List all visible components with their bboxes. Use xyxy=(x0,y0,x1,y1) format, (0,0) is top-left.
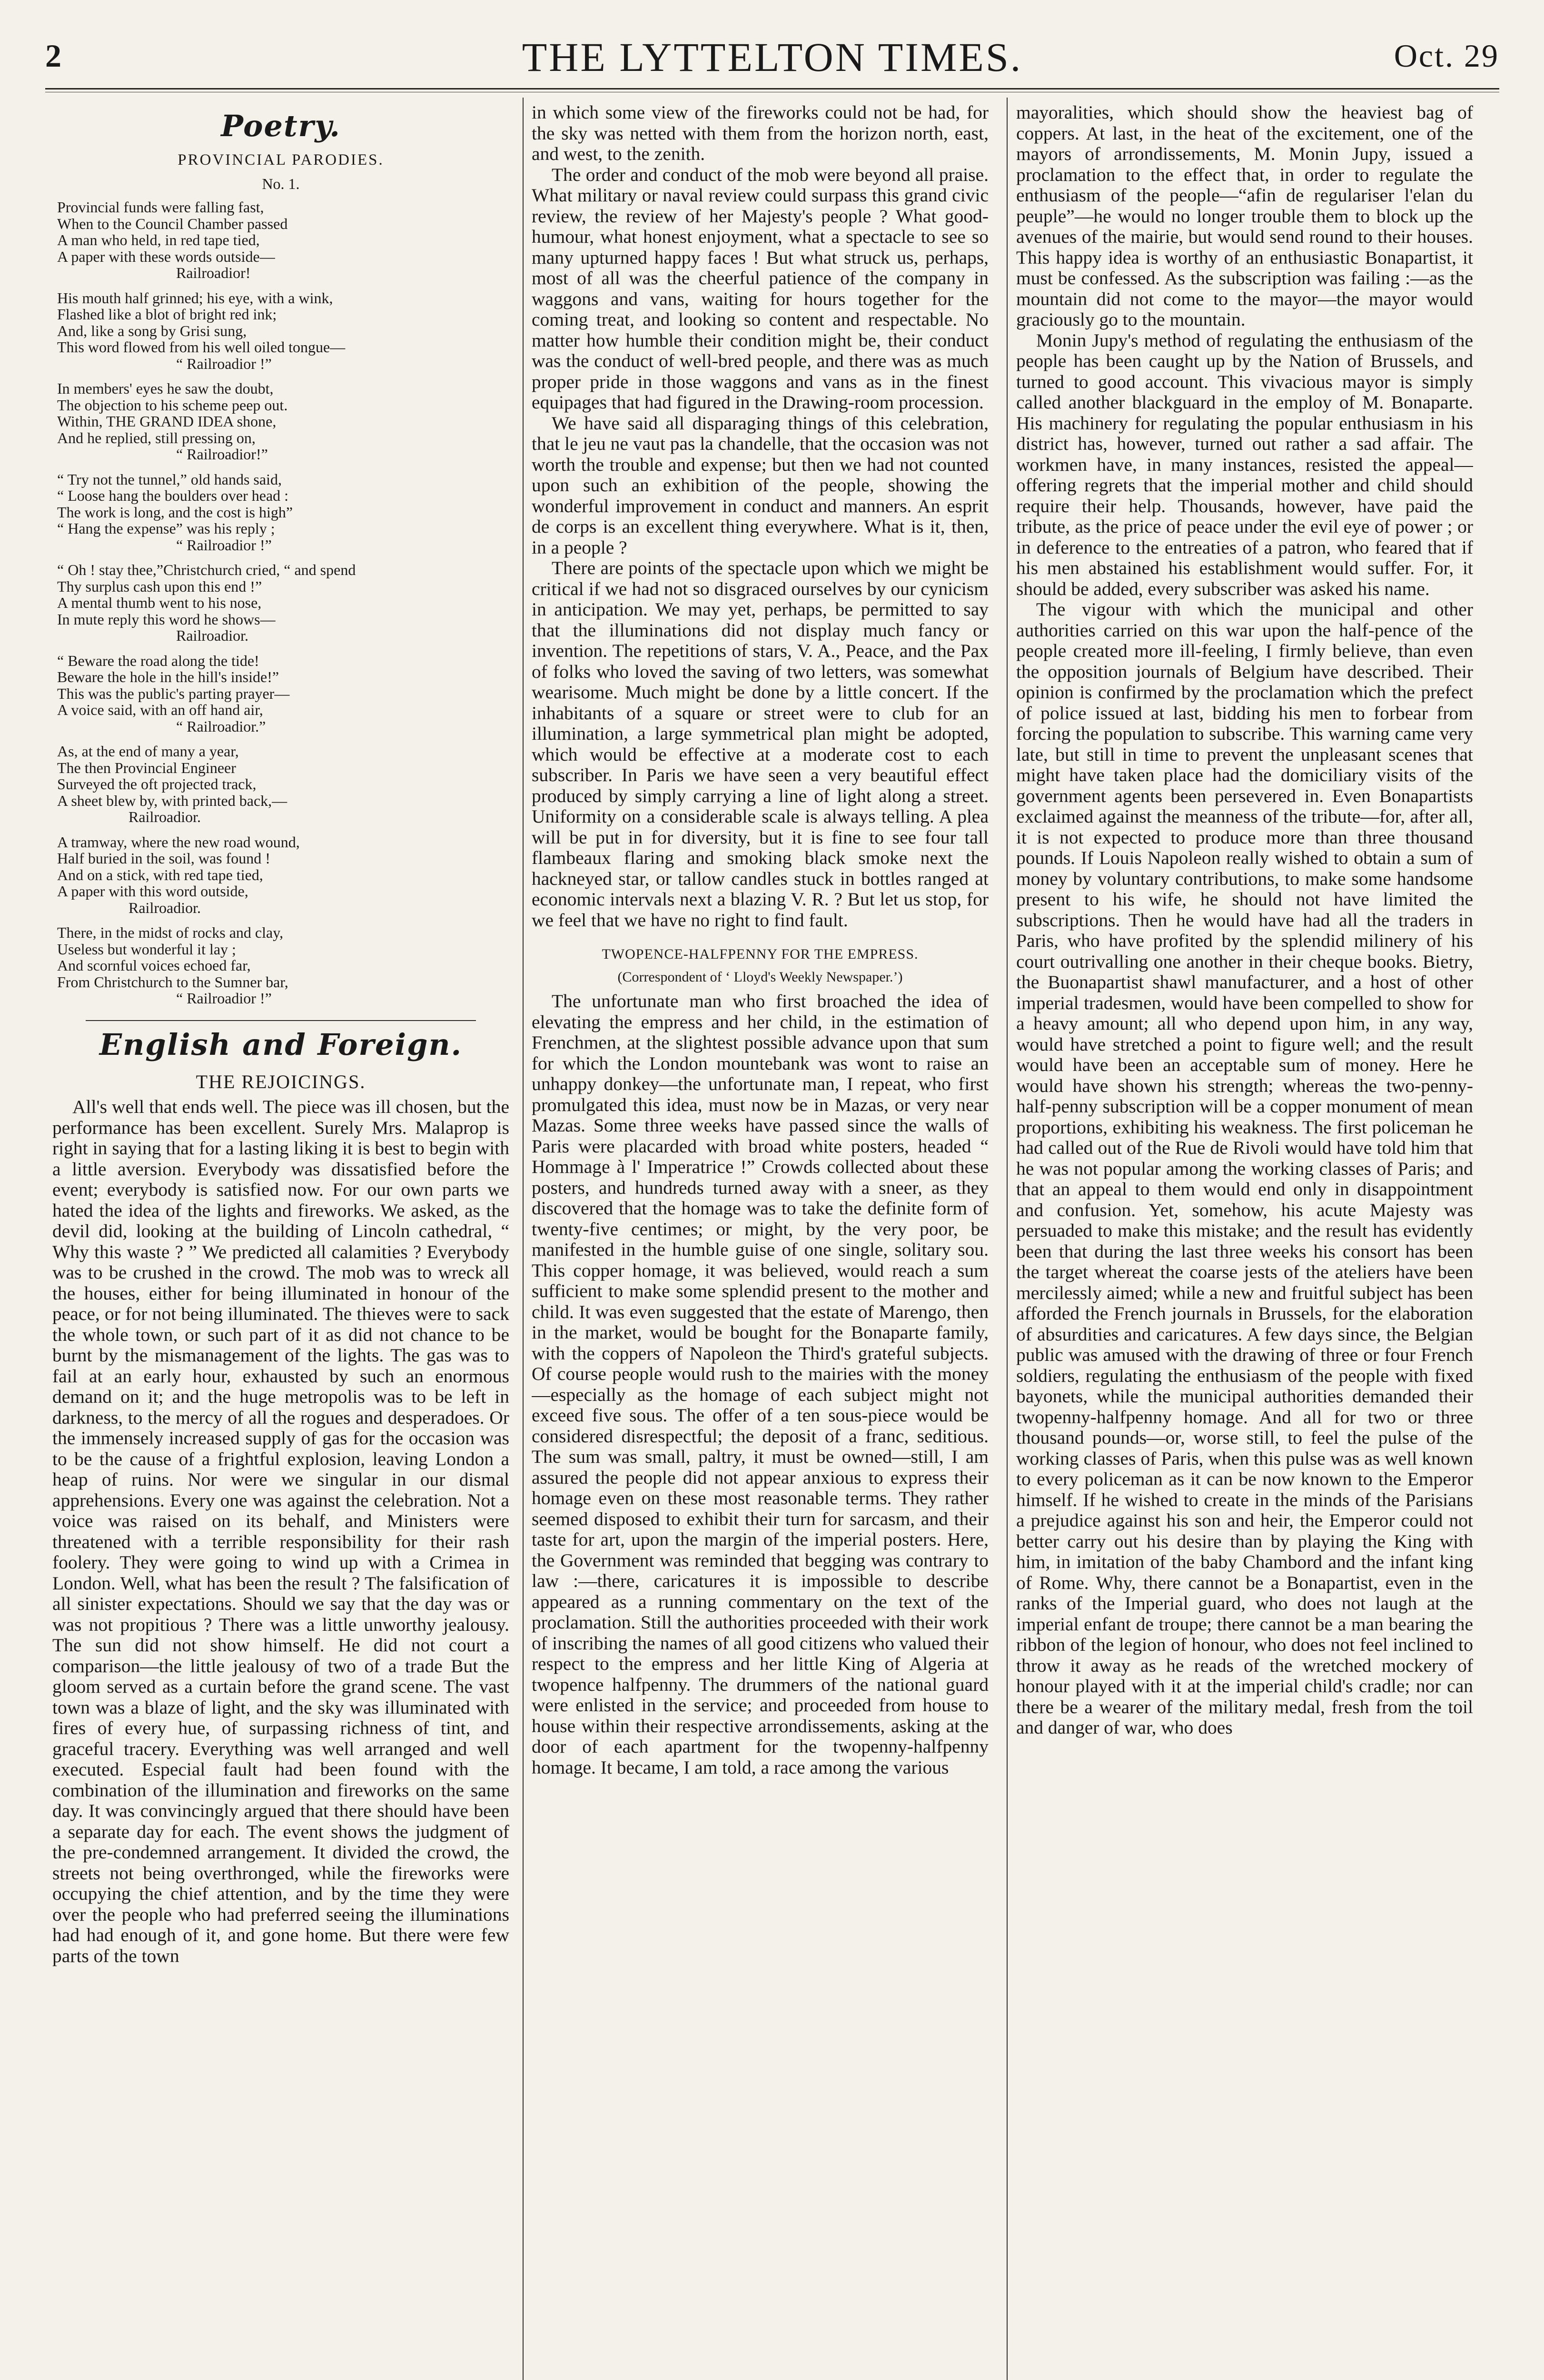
paragraph: The vigour with which the municipal and other authorities carried on this war upon the half-pence of the people created more ill-feeling, I firmly believe, than even the opposition journals of Belgium have described. Their opinion is confirmed by the proclamation which the prefect of police issued at last, bidding his men to forbear from forcing the population to subscribe. This warning came very late, but still in time to prevent the unpleasant scenes that might have taken place had the domiciliary visits of the government agents been persevered in. Even Bonapartists exclaimed against the meanness of the tribute—for, after all, it is not expected to produce more than three thousand pounds. If Louis Napoleon really wished to obtain a sum of money by voluntary contributions, to make some handsome present to his wife, he should not have limited the subscriptions. Then he would have had all the traders in Paris, who have profited by the splendid milinery of his court outrivalling one another in their cheque books. Bietry, the Buonapartist shawl manufacturer, and a host of other imperial tradesmen, would have been compelled to show for a heavy amount; all who depend upon him, in any way, would have stretched a point to figure well; and the result would have been an acceptable sum of money. Here he would have shown his strength; whereas the two-penny-half-penny subscription will be a copper monument of mean proportions, exhibiting his weakness. The first policeman he had called out of the Rue de Rivoli would have told him that he was not popular among the working classes of Paris; and that an appeal to them would end only in disappointment and confusion. Yet, somehow, his acute Majesty was persuaded to make this mistake; and the result has evidently been that during the last three weeks his consort has been the target whereat the coarse jests of the ateliers have been mercilessly aimed; while a new and fruitful subject has been afforded the French journals in Brussels, for the elaboration of absurdities and caricatures. A few days since, the Belgian public was amused with the drawing of three or four French soldiers, regulating the enthusiasm of the people with fixed bayonets, while the municipal authorities demanded their twopenny-halfpenny homage. And all for two or three thousand pounds—or, worse still, to feel the pulse of the working classes of Paris, when this pulse was as well known to every policeman as it can be now known to the Emperor himself. If he wished to create in the minds of the Parisians a prejudice against his son and heir, the Emperor could not better carry out his desire than by playing the King with him, in imitation of the baby Chambord and the infant king of Rome. Why, there cannot be a Bonapartist, even in the ranks of the Imperial guard, who does not laugh at the imperial enfant de troupe; there cannot be a man bearing the ribbon of the legion of honour, who does not feel inclined to throw it away as he reads of the wretched mockery of honour played with it at the imperial child's cradle; nor can there be a wearer of the military medal, fresh from the toil and danger of war, who does xyxy=(1016,599,1473,1738)
poem-line: “ Try not the tunnel,” old hands said, xyxy=(57,470,282,488)
poem-line: From Christchurch to the Sumner bar, xyxy=(57,973,288,991)
poem-line: Beware the hole in the hill's inside!” xyxy=(57,668,279,685)
poem-line: The work is long, and the cost is high” xyxy=(57,503,293,521)
poem-line: A man who held, in red tape tied, xyxy=(57,231,260,248)
poem-stanza xyxy=(57,380,509,463)
poem-line: A paper with these words outside— xyxy=(57,248,275,265)
article-body-twopence-cont xyxy=(1016,102,1473,1738)
article-credit: (Correspondent of ‘ Lloyd's Weekly Newspaper.’) xyxy=(617,969,903,985)
poem-line: Flashed like a blot of bright red ink; xyxy=(57,306,277,323)
poem-line: And, like a song by Grisi sung, xyxy=(57,322,247,339)
poem-line: Thy surplus cash upon this end !” xyxy=(57,577,262,595)
article-heading-twopence: TWOPENCE-HALFPENNY FOR THE EMPRESS. xyxy=(602,946,919,962)
poem-line: Provincial funds were falling fast, xyxy=(57,198,264,216)
poem-line: His mouth half grinned; his eye, with a wink, xyxy=(57,289,333,307)
poem-line: When to the Council Chamber passed xyxy=(57,215,288,232)
article-body-rejoicings-cont xyxy=(532,102,989,931)
poem-stanza xyxy=(57,290,509,372)
poem-line: In mute reply this word he shows— xyxy=(57,610,276,628)
page-number: 2 xyxy=(45,38,61,74)
poem-line: A paper with this word outside, xyxy=(57,883,248,900)
poem-line: Railroadior! xyxy=(176,264,251,281)
poem-stanza xyxy=(57,653,509,735)
poem-stanza xyxy=(57,562,509,644)
poem-line: A sheet blew by, with printed back,— xyxy=(57,792,287,809)
paragraph: The unfortunate man who first broached the idea of elevating the empress and her child, in the estimation of Frenchmen, at the slightest possible advance upon that sum for which the London mountebank was wont to raise an unhappy donkey—the unfortunate man, I repeat, who first promulgated this idea, must now be in Mazas, or very near Mazas. Some three weeks have passed since the walls of Paris were placarded with broad white posters, headed “ Hommage à l' Imperatrice !” Crowds collected about these posters, and hundreds turned away with a sneer, as they discovered that the homage was to take the definite form of twenty-five centimes; or might, by the very poor, be manifested in the humble guise of one single, solitary sou. This copper homage, it was believed, would reach a sum sufficient to make some splendid present to the mother and child. It was even suggested that the estate of Marengo, then in the market, would be bought for the Bonaparte family, with the coppers of Napoleon the Third's grateful subjects. Of course people would rush to the mairies with the money—especially as the homage of each subject might not exceed five sous. The offer of a ten sous-piece would be considered disrespectful; the deposit of a franc, seditious. The sum was small, paltry, it must be owned—still, I am assured the people did not appear anxious to express their homage even on these most reasonable terms. They rather seemed disposed to exhibit their turn for sarcasm, and their taste for art, upon the margin of the imperial posters. Here, the Government was reminded that begging was contrary to law :—there, caricatures it is impossible to describe appeared as a running commentary on the text of the proclamation. Still the authorities proceeded with their work of inscribing the names of all good citizens who valued their respect to the empress and her little King of Algeria at twopence halfpenny. The drummers of the national guard were enlisted in the service; and proceeded from house to house within their respective arrondissements, asking at the door of each apartment for the twopenny-halfpenny homage. It became, I am told, a race among the various xyxy=(532,991,989,1778)
poem-line: “ Beware the road along the tide! xyxy=(57,652,259,669)
column-divider xyxy=(1007,98,1008,2380)
paragraph: There are points of the spectacle upon which we might be critical if we had not so disgraced ourselves by our cynicism in anticipation. We may yet, perhaps, be permitted to say that the illuminations did not display much fancy or invention. The repetitions of stars, V. A., Peace, and the Pax of folks who loved the saving of two letters, was somewhat wearisome. Much might be done by a little concert. If the inhabitants of a square or street were to club for an illumination, a large symmetrical plan might be adopted, which would be effective at a moderate cost to each subscriber. In Paris we have seen a very beautiful effect produced by simply carrying a line of light along a street. Uniformity on a considerable scale is always telling. A plea will be put in for diversity, but it is fine to see four tall flambeaux flaring and smoking black smoke next the hackneyed star, or tallow candles stuck in bottles ranged at economic intervals next a blazing V. R. ? But let us stop, for we feel that we have no right to find fault. xyxy=(532,557,989,931)
paragraph: in which some view of the fireworks could not be had, for the sky was netted with them from the horizon north, east, and west, to the zenith. xyxy=(532,102,989,164)
masthead xyxy=(45,33,1499,86)
poem-line: Within, THE GRAND IDEA shone, xyxy=(57,413,277,430)
poem-line: The then Provincial Engineer xyxy=(57,759,236,776)
paragraph: We have said all disparaging things of this celebration, that le jeu ne vaut pas la chandelle, that the occasion was not worth the trouble and expense; but then we had not counted upon such an exhibition of the people, showing the wonderful improvement in conduct and manners. An esprit de corps is an excellent thing everywhere. What is it, then, in a people ? xyxy=(532,412,989,558)
poem-line: And scornful voices echoed far, xyxy=(57,957,251,974)
paragraph: All's well that ends well. The piece was ill chosen, but the performance has been excellent. Surely Mrs. Malaprop is right in saying that for a lasting liking it is best to begin with a little aversion. Everybody was dissatisfied before the event; everybody is satisfied now. For our own parts we hated the idea of the lights and fireworks. We asked, as the devil did, looking at the building of Lincoln cathedral, “ Why this waste ? ” We predicted all calamities ? Everybody was to be crushed in the crowd. The mob was to wreck all the houses, either for being illuminated in honour of the peace, or for not being illuminated. The thieves were to sack the whole town, or such part of it as did not chance to be burnt by the mismanagement of the lights. The gas was to fail at an early hour, exhausted by such an enormous demand on it; and the huge metropolis was to be left in darkness, to the mercy of all the rogues and desperadoes. Or the immensely increased supply of gas for the occasion was to be the cause of a frightful explosion, leaving London a heap of ruins. Nor were we singular in our dismal apprehensions. Every one was against the celebration. Not a voice was raised on its behalf, and Ministers were threatened with a terrible responsibility for their rash foolery. They were going to wind up with a Crimea in London. Well, what has been the result ? The falsification of all sinister expectations. Should we say that the day was or was not propitious ? There was a little unworthy jealousy. The sun did not show himself. He did not court a comparison—the little jealousy of two of a trade But the gloom served as a curtain before the grand scene. The vast town was a blaze of light, and the sky was illuminated with fires of every hue, of surpassing richness of tint, and graceful tracery. Everything was well arranged and well executed. Especial fault had been found with the combination of the illumination and fireworks on the same day. It was convincingly argued that there should have been a separate day for each. The event shows the judgment of the pre-condemned arrangement. It divided the crowd, the streets not being overthronged, while the fireworks were occupying the chief attention, and by the time they were over the people who had preferred seeing the illuminations had had enough of it, and gone home. But there were few parts of the town xyxy=(52,1096,509,1966)
poem-line: Useless but wonderful it lay ; xyxy=(57,940,236,958)
poem-line: “ Loose hang the boulders over head : xyxy=(57,487,289,504)
poem-line: And on a stick, with red tape tied, xyxy=(57,866,263,883)
column-3 xyxy=(1016,102,1473,2380)
issue-date: Oct. 29 xyxy=(1394,38,1499,74)
article-body-rejoicings xyxy=(52,1097,509,1966)
poem-line: “ Railroadior!” xyxy=(176,446,268,463)
poem-line: This word flowed from his well oiled tongue— xyxy=(57,338,346,356)
poem-stanza xyxy=(57,743,509,825)
poem-stanza xyxy=(57,199,509,281)
column-1 xyxy=(52,102,509,2380)
poem-line: In members' eyes he saw the doubt, xyxy=(57,380,274,397)
poem-line: Surveyed the oft projected track, xyxy=(57,775,257,793)
poem-line: A mental thumb went to his nose, xyxy=(57,594,262,611)
masthead-rule xyxy=(45,88,1499,89)
poem-stanza xyxy=(57,924,509,1007)
paragraph: The order and conduct of the mob were beyond all praise. What military or naval review could surpass this grand civic review, the review of her Majesty's people ? What good-humour, what honest enjoyment, what a spectacle to see so many upturned happy faces ! But what struck us, perhaps, most of all was the cheerful patience of the company in waggons and vans, waiting for hours together for the coming treat, and looking so content and respectable. No matter how humble their condition might be, their conduct was the conduct of well-bred people, and there was as much proper pride in those waggons and vans as in the finest equipages that had figured in the Drawing-room procession. xyxy=(532,164,989,413)
poem-line: A tramway, where the new road wound, xyxy=(57,833,300,851)
poem-stanza xyxy=(57,834,509,916)
column-2 xyxy=(532,102,989,2380)
article-body-twopence xyxy=(532,991,989,1778)
paragraph: Monin Jupy's method of regulating the enthusiasm of the people has been caught up by the Nation of Brussels, and turned to good account. This vivacious mayor is simply called another blackguard in the employ of M. Bonaparte. His machinery for regulating the popular enthusiasm in his district has, however, turned out rather a sad affair. The workmen have, in many instances, resisted the appeal—offering regrets that the imperial mother and child should require their help. Thousands, however, have paid the tribute, as the price of peace under the evil eye of power ; or in deference to the entreaties of a patron, who feared that if his men abstained his establishment would suffer. For, it should be added, every subscriber was asked his name. xyxy=(1016,329,1473,599)
poem-line: “ Railroadior !” xyxy=(176,536,272,554)
poem-body xyxy=(52,199,509,1007)
poem-line: And he replied, still pressing on, xyxy=(57,429,256,446)
poem-line: “ Railroadior !” xyxy=(176,990,272,1007)
newspaper-title: THE LYTTELTON TIMES. xyxy=(522,34,1023,80)
poetry-section-title: Poetry. xyxy=(221,109,341,143)
poem-line: Half buried in the soil, was found ! xyxy=(57,850,270,867)
poem-title: PROVINCIAL PARODIES. xyxy=(178,151,384,169)
poem-line: Railroadior. xyxy=(129,808,201,825)
poem-line: Railroadior. xyxy=(129,899,201,916)
poem-line: “ Railroadior !” xyxy=(176,355,272,372)
poem-line: “ Oh ! stay thee,”Christchurch cried, “ and spend xyxy=(57,561,356,578)
poem-line: “ Railroadior.” xyxy=(176,717,266,735)
poem-line: There, in the midst of rocks and clay, xyxy=(57,924,284,941)
column-divider xyxy=(523,98,524,2380)
section-divider xyxy=(86,1020,476,1021)
poem-number: No. 1. xyxy=(262,175,300,192)
poem-line: The objection to his scheme peep out. xyxy=(57,396,288,414)
paragraph: mayoralities, which should show the heaviest bag of coppers. At last, in the heat of the excitement, one of the mayors of arrondissements, M. Monin Jupy, issued a proclamation to the effect that, in order to regulate the enthusiasm of the people—“afin de regulariser l'elan du peuple”—he would no longer trouble them to block up the avenues of the mairie, but would send round to their houses. This happy idea is worthy of an enthusiastic Bonapartist, it must be confessed. As the subscription was failing :—as the mountain did not come to the mayor—the mayor would graciously go to the mountain. xyxy=(1016,102,1473,330)
poem-line: This was the public's parting prayer— xyxy=(57,684,290,702)
poem-line: “ Hang the expense” was his reply ; xyxy=(57,520,275,537)
poem-stanza xyxy=(57,471,509,554)
poem-line: Railroadior. xyxy=(176,627,248,644)
article-heading-rejoicings: THE REJOICINGS. xyxy=(196,1071,366,1092)
poem-line: A voice said, with an off hand air, xyxy=(57,701,263,718)
poem-line: As, at the end of many a year, xyxy=(57,743,239,760)
foreign-section-title: English and Foreign. xyxy=(99,1027,463,1062)
